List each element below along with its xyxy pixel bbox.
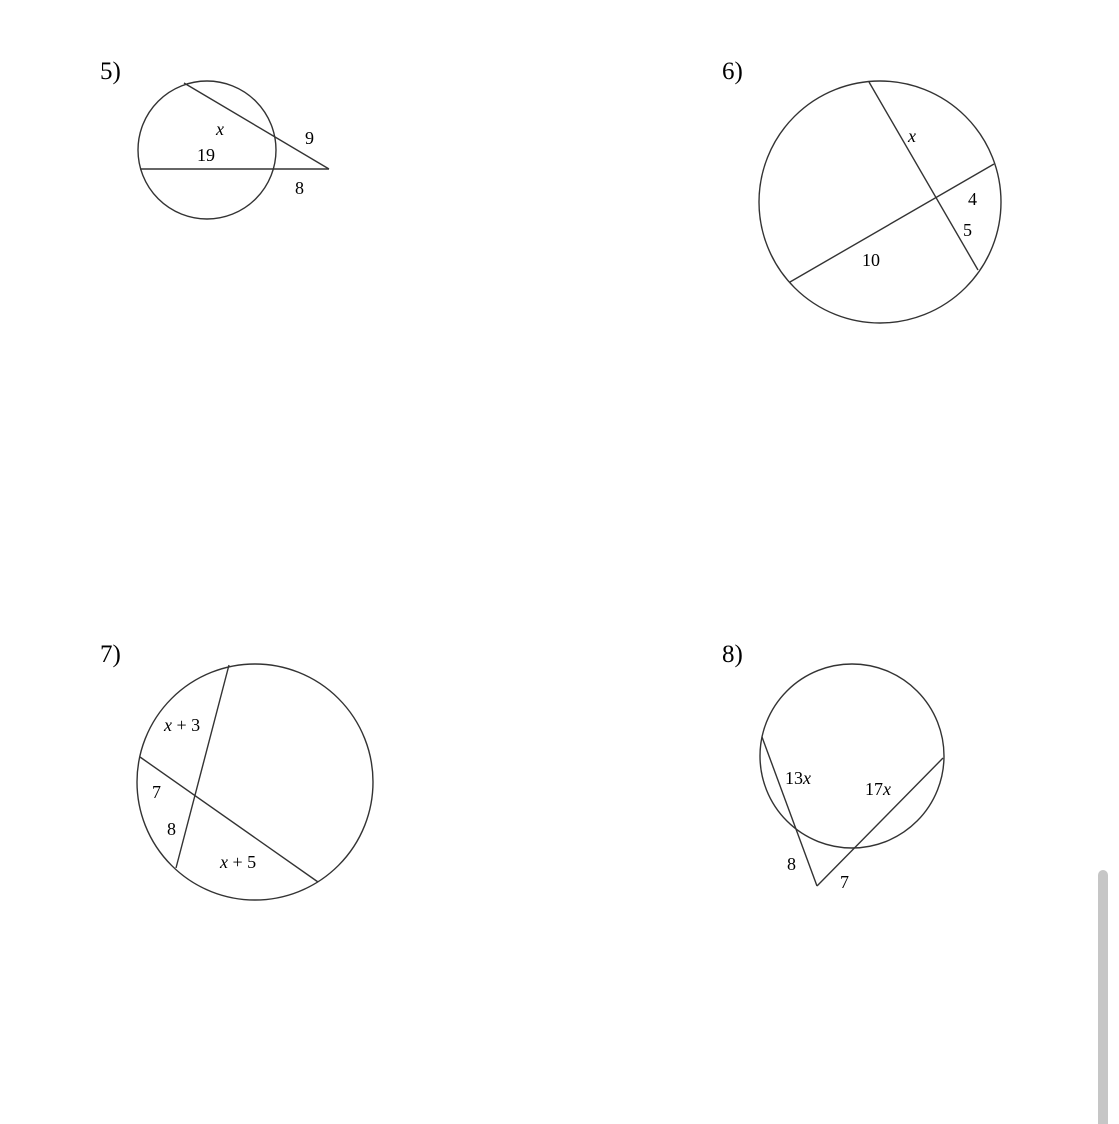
figure-8-secant-right xyxy=(817,758,943,886)
figure-8-label-8: 8 xyxy=(787,854,796,874)
figure-5-label-19: 19 xyxy=(197,145,215,165)
figure-8-circle xyxy=(760,664,944,848)
figure-7-label-7: 7 xyxy=(152,782,161,802)
figure-8-label-13x: 13x xyxy=(785,768,811,788)
problem-number-7: 7) xyxy=(100,641,121,668)
figure-5-label-x: x xyxy=(216,119,224,139)
problem-number-6: 6) xyxy=(722,58,743,85)
figure-7-label-x-plus-5: x + 5 xyxy=(220,852,257,872)
figure-8-label-17x: 17x xyxy=(865,779,891,799)
problem-number-8: 8) xyxy=(722,641,743,668)
figure-6-label-4: 4 xyxy=(968,189,977,209)
figure-5-label-8: 8 xyxy=(295,178,304,198)
figure-6-chord-a xyxy=(869,82,978,270)
figure-6-label-10: 10 xyxy=(862,250,880,270)
figure-7-label-x-plus-3: x + 3 xyxy=(164,715,201,735)
figure-5-label-9: 9 xyxy=(305,128,314,148)
figure-7-label-8: 8 xyxy=(167,819,176,839)
figure-7-chord-a xyxy=(176,665,229,868)
problem-number-5: 5) xyxy=(100,58,121,85)
figure-6 xyxy=(759,81,1001,323)
figure-8-label-7: 7 xyxy=(840,872,849,892)
vertical-scrollbar[interactable] xyxy=(1098,870,1108,1124)
figure-5 xyxy=(138,81,329,219)
figure-6-circle xyxy=(759,81,1001,323)
figure-6-label-x: x xyxy=(908,126,916,146)
figure-6-label-5: 5 xyxy=(963,220,972,240)
